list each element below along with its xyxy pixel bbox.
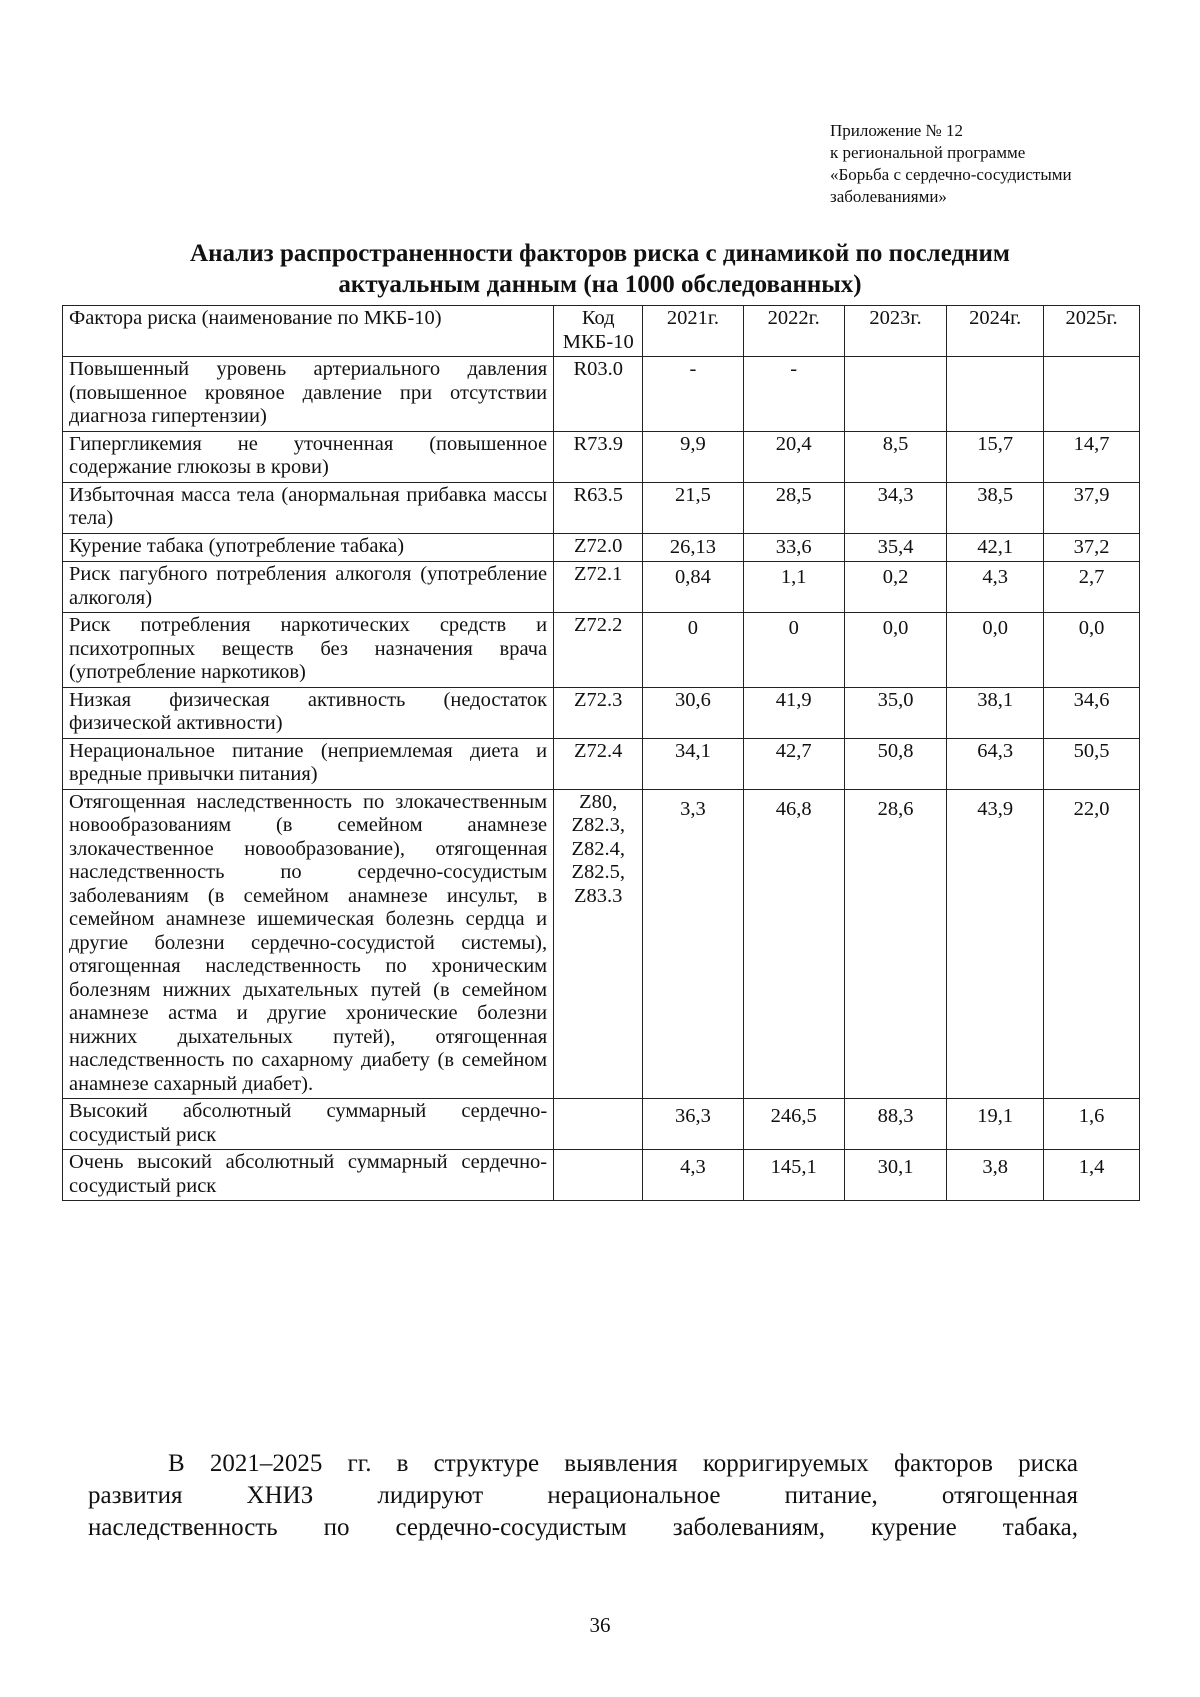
value-2022: 33,6 — [743, 533, 844, 562]
value-2022: 46,8 — [743, 789, 844, 1099]
code-cell: Z72.1 — [554, 562, 643, 613]
code-cell: Z72.2 — [554, 613, 643, 688]
value-2022: 1,1 — [743, 562, 844, 613]
value-2024: 3,8 — [947, 1150, 1044, 1201]
value-2024: 38,5 — [947, 482, 1044, 533]
table-row — [63, 482, 1140, 533]
factor-cell: Низкая физическая активность (недостаток физической активности) — [63, 687, 554, 738]
table-header-row — [63, 306, 1140, 357]
header-2022: 2022г. — [743, 306, 844, 357]
value-2021: 9,9 — [643, 431, 743, 482]
value-2023: 30,1 — [844, 1150, 946, 1201]
value-2021: 4,3 — [643, 1150, 743, 1201]
value-2023: 0,2 — [844, 562, 946, 613]
code-cell: Z72.4 — [554, 738, 643, 789]
value-2023: 50,8 — [844, 738, 946, 789]
code-cell: R63.5 — [554, 482, 643, 533]
appendix-line: Приложение № 12 — [830, 121, 963, 140]
factor-cell: Повышенный уровень артериального давления (повышенное кровяное давление при отсутствии диагноза гипертензии) — [63, 357, 554, 432]
appendix-line: к региональной программе — [830, 143, 1026, 162]
value-2022: 28,5 — [743, 482, 844, 533]
table-row — [63, 431, 1140, 482]
factor-cell: Риск пагубного потребления алкоголя (употребление алкоголя) — [63, 562, 554, 613]
appendix-line: «Борьба с сердечно-сосудистыми — [830, 165, 1072, 184]
header-code: Код МКБ-10 — [554, 306, 643, 357]
value-2022: 145,1 — [743, 1150, 844, 1201]
value-2022: 42,7 — [743, 738, 844, 789]
value-2021: 21,5 — [643, 482, 743, 533]
code-cell — [554, 1150, 643, 1201]
paragraph-line: В 2021–2025 гг. в структуре выявления корригируемых факторов риска — [168, 1450, 1078, 1477]
value-2022: 41,9 — [743, 687, 844, 738]
value-2023: 28,6 — [844, 789, 946, 1099]
table-row — [63, 1150, 1140, 1201]
risk-factors-table — [62, 305, 1140, 1201]
value-2022: - — [743, 357, 844, 432]
value-2024: 0,0 — [947, 613, 1044, 688]
value-2021: 0 — [643, 613, 743, 688]
factor-cell: Нерациональное питание (неприемлемая диета и вредные привычки питания) — [63, 738, 554, 789]
header-2021: 2021г. — [643, 306, 743, 357]
value-2025: 14,7 — [1044, 431, 1140, 482]
page-number: 36 — [589, 1613, 611, 1637]
value-2023: 35,4 — [844, 533, 946, 562]
code-cell — [554, 1099, 643, 1150]
factor-cell: Курение табака (употребление табака) — [63, 533, 554, 562]
value-2025: 37,9 — [1044, 482, 1140, 533]
table-row — [63, 533, 1140, 562]
value-2021: 26,13 — [643, 533, 743, 562]
value-2021: - — [643, 357, 743, 432]
value-2024: 43,9 — [947, 789, 1044, 1099]
code-cell: R73.9 — [554, 431, 643, 482]
document-title — [80, 238, 1120, 300]
value-2021: 34,1 — [643, 738, 743, 789]
value-2025 — [1044, 357, 1140, 432]
value-2024: 19,1 — [947, 1099, 1044, 1150]
title-line: актуальным данным (на 1000 обследованных) — [338, 271, 862, 298]
value-2023: 0,0 — [844, 613, 946, 688]
code-cell: Z80, Z82.3, Z82.4, Z82.5, Z83.3 — [554, 789, 643, 1099]
body-paragraph — [88, 1448, 1078, 1544]
value-2025: 1,4 — [1044, 1150, 1140, 1201]
value-2023 — [844, 357, 946, 432]
value-2022: 246,5 — [743, 1099, 844, 1150]
value-2025: 2,7 — [1044, 562, 1140, 613]
header-2023: 2023г. — [844, 306, 946, 357]
value-2021: 0,84 — [643, 562, 743, 613]
value-2025: 1,6 — [1044, 1099, 1140, 1150]
table-row — [63, 789, 1140, 1099]
value-2025: 50,5 — [1044, 738, 1140, 789]
header-2024: 2024г. — [947, 306, 1044, 357]
value-2023: 35,0 — [844, 687, 946, 738]
value-2025: 22,0 — [1044, 789, 1140, 1099]
value-2022: 20,4 — [743, 431, 844, 482]
value-2024: 38,1 — [947, 687, 1044, 738]
title-line: Анализ распространенности факторов риска с динамикой по последним — [190, 240, 1010, 267]
factor-cell: Отягощенная наследственность по злокачественным новообразованиям (в семейном анамнезе злокачественное новообразование), отягощенная наследственность по сердечно-сосудистым заболеваниям (в семейном анамнезе инсульт, в семейном анамнезе ишемическая болезнь сердца и другие болезни сердечно-сосудистой системы), отягощенная наследственность по хроническим болезням нижних дыхательных путей (в семейном анамнезе астма и другие хронические болезни нижних дыхательных путей), отягощенная наследственность по сахарному диабету (в семейном анамнезе сахарный диабет). — [63, 789, 554, 1099]
paragraph-line: развития ХНИЗ лидируют нерациональное питание, отягощенная — [88, 1482, 1078, 1509]
factor-cell: Гипергликемия не уточненная (повышенное содержание глюкозы в крови) — [63, 431, 554, 482]
value-2024 — [947, 357, 1044, 432]
value-2024: 64,3 — [947, 738, 1044, 789]
table-row — [63, 738, 1140, 789]
value-2023: 8,5 — [844, 431, 946, 482]
table-row — [63, 562, 1140, 613]
value-2021: 36,3 — [643, 1099, 743, 1150]
appendix-line: заболеваниями» — [830, 187, 947, 206]
header-2025: 2025г. — [1044, 306, 1140, 357]
appendix-note — [830, 120, 1160, 208]
value-2024: 42,1 — [947, 533, 1044, 562]
table-row — [63, 1099, 1140, 1150]
value-2025: 37,2 — [1044, 533, 1140, 562]
value-2024: 4,3 — [947, 562, 1044, 613]
table-row — [63, 687, 1140, 738]
value-2023: 34,3 — [844, 482, 946, 533]
value-2024: 15,7 — [947, 431, 1044, 482]
table-row — [63, 613, 1140, 688]
value-2021: 3,3 — [643, 789, 743, 1099]
value-2022: 0 — [743, 613, 844, 688]
value-2021: 30,6 — [643, 687, 743, 738]
code-cell: Z72.0 — [554, 533, 643, 562]
value-2023: 88,3 — [844, 1099, 946, 1150]
table-row — [63, 357, 1140, 432]
factor-cell: Риск потребления наркотических средств и психотропных веществ без назначения врача (употребление наркотиков) — [63, 613, 554, 688]
factor-cell: Очень высокий абсолютный суммарный сердечно-сосудистый риск — [63, 1150, 554, 1201]
factor-cell: Высокий абсолютный суммарный сердечно-сосудистый риск — [63, 1099, 554, 1150]
value-2025: 34,6 — [1044, 687, 1140, 738]
value-2025: 0,0 — [1044, 613, 1140, 688]
code-cell: Z72.3 — [554, 687, 643, 738]
header-factor: Фактора риска (наименование по МКБ-10) — [63, 306, 554, 357]
code-cell: R03.0 — [554, 357, 643, 432]
paragraph-line: наследственность по сердечно-сосудистым заболеваниям, курение табака, — [88, 1514, 1078, 1541]
factor-cell: Избыточная масса тела (анормальная прибавка массы тела) — [63, 482, 554, 533]
